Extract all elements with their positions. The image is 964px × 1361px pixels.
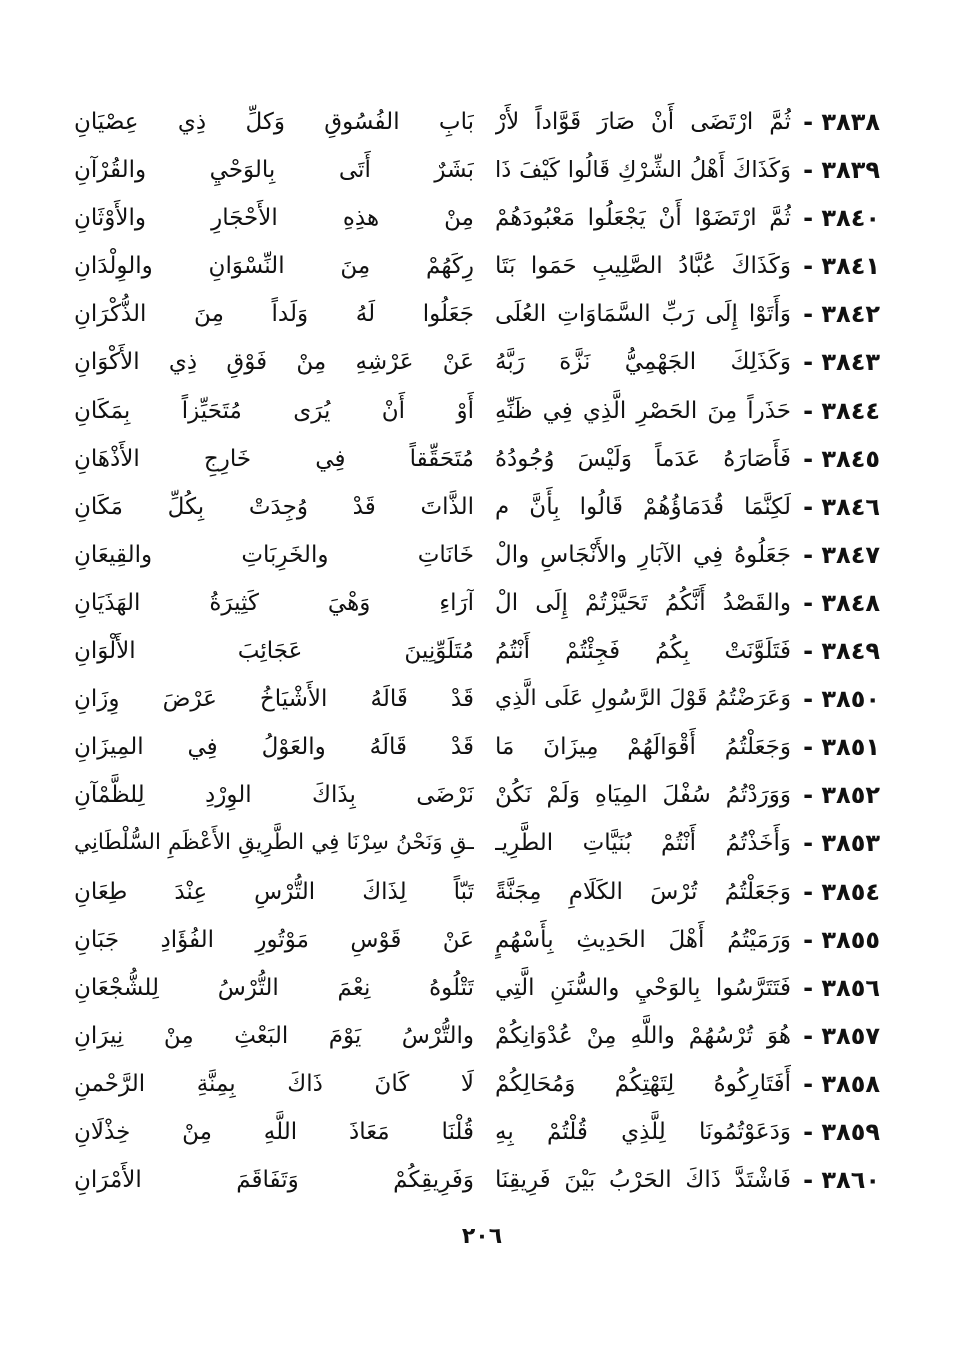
verse-row [0, 292, 964, 340]
verse-first-hemistich: وَجَعَلْتُمُ أَقْوَالَهُمْ مِيزَانَ مَا [495, 734, 791, 761]
verse-row [0, 1062, 964, 1110]
verse-row [0, 821, 964, 869]
verse-second-hemistich: والتُّرْسُ يَوْمَ البَعْثِ مِنْ نِيرَانِ [74, 1022, 474, 1049]
verse-first-hemistich: ثُمَّ ارْتَضَوْا أَنْ يَجْعَلُوا مَعْبُودَهُمْ [495, 205, 791, 232]
verse-row [0, 437, 964, 485]
verse-second-hemistich: رِكَهُمْ مِنَ النِّسْوَانِ والوِلْدَانِ [74, 253, 474, 280]
verse-first-hemistich: وَكَذَلِكَ الجَهْمِيُّ نَزَّهَ رَبَّهُ [495, 349, 791, 376]
verse-first-hemistich: هُوَ تُرْسُهُمْ واللَّهِ مِنْ عُدْوَانِكُمْ [495, 1022, 791, 1049]
verse-number: ٣٨٦٠ - [803, 1166, 880, 1195]
verse-row [0, 100, 964, 148]
verse-number: ٣٨٤٣ - [803, 348, 880, 377]
verse-number: ٣٨٥٧ - [803, 1021, 880, 1050]
verse-second-hemistich: قُلْنَا مَعَاذَ اللَّهِ مِنْ خِذْلَانِ [74, 1118, 474, 1145]
verse-first-hemistich: وَكَذَاكَ أَهْلُ الشِّرْكِ قَالُوا كَيْفَ ذَا [495, 157, 791, 184]
verse-row [0, 773, 964, 821]
verse-number: ٣٨٤١ - [803, 252, 880, 281]
verse-row [0, 244, 964, 292]
verse-number: ٣٨٥٨ - [803, 1069, 880, 1098]
verse-number: ٣٨٥٢ - [803, 781, 880, 810]
verse-row [0, 966, 964, 1014]
verse-second-hemistich: مُتَلَوِّنِينَ عَجَائِبَ الأَلْوَانِ [74, 638, 474, 665]
verse-first-hemistich: وَرَمَيْتُمُ أَهْلَ الحَدِيثِ بِأَسْهُمٍ [495, 926, 791, 953]
verse-number: ٣٨٤٢ - [803, 300, 880, 329]
verse-row [0, 148, 964, 196]
verse-second-hemistich: قَدْ قَالَهُ الأَشْيَاخُ عَرْضَ وِزَانِ [74, 686, 474, 713]
verse-row [0, 581, 964, 629]
verse-second-hemistich: ـقِ وَنَحْنُ سِرْنَا فِي الطَّرِيقِ الأَعْظَمِ السُّلْطَانِي [74, 830, 474, 856]
verse-second-hemistich: بَابِ الفُسُوقِ وَكلِّ ذِي عِصْيَانِ [74, 109, 474, 135]
verse-second-hemistich: عَنْ عَرْشِهِ مِنْ فَوْقِ ذِي الأَكْوَانِ [74, 349, 474, 376]
verse-row [0, 1158, 964, 1206]
verse-second-hemistich: خَانَاتِ والخَرِبَاتِ والقِيعَانِ [74, 541, 474, 568]
verse-second-hemistich: عَنْ قَوْسِ مَوْتُورِ الفُؤَادِ جَبَانِ [74, 926, 474, 953]
verse-number: ٣٨٤٥ - [803, 444, 880, 473]
verse-first-hemistich: فَتَلَوَّنَتْ بِكُمُ فَجِئْتُمْ أَنْتُمُ [495, 638, 791, 665]
verse-row [0, 918, 964, 966]
verse-first-hemistich: وَعَرَضْتُمُ قَوْلَ الرَّسُولِ عَلَى الَّذِي [495, 686, 791, 712]
verse-first-hemistich: فَاشْتَدَّ ذَاكَ الحَرْبُ بَيْنَ فَرِيقِنَا [495, 1167, 791, 1194]
verse-second-hemistich: لَا كَانَ ذَاكَ بِمِنَّةِ الرَّحْمنِ [74, 1070, 474, 1097]
verse-number: ٣٨٥٠ - [803, 685, 880, 714]
verse-row [0, 389, 964, 437]
verse-row [0, 196, 964, 244]
verse-second-hemistich: نَرْضَى بِذَاكَ الوِرْدِ لِلظَّمْآنِ [74, 782, 474, 809]
verse-number: ٣٨٤٩ - [803, 637, 880, 666]
verse-first-hemistich: وَأَخَذْتُمُ أَنْتُمْ بُنَيَّاتِ الطَّرِيـ [495, 830, 791, 857]
verse-first-hemistich: وَدَعَوْتُمُونَا لِلَّذِي قُلْتُمْ بِهِ [495, 1118, 791, 1145]
verse-number: ٣٨٥١ - [803, 733, 880, 762]
verse-number: ٣٨٤٠ - [803, 204, 880, 233]
verse-number: ٣٨٥٤ - [803, 877, 880, 906]
verse-second-hemistich: مُتَحَقِّقاً فِي خَارِجِ الأَذْهَانِ [74, 445, 474, 472]
verse-row [0, 677, 964, 725]
verse-second-hemistich: تَبّاً لِذَاكَ التُّرْسِ عِنْدَ طِعَانِ [74, 878, 474, 905]
verse-row [0, 629, 964, 677]
verse-second-hemistich: أَوْ أَنْ يُرَى مُتَحَيِّزاً بِمَكَانِ [74, 397, 474, 424]
verse-row [0, 870, 964, 918]
verse-number: ٣٨٥٥ - [803, 925, 880, 954]
verse-first-hemistich: فَتَتَرَّسُوا بِالوَحْيِ والسُّنَنِ الَّتِي [495, 974, 791, 1001]
verse-first-hemistich: والقَصْدُ أَنَّكُمُ تَحَيَّزْتُمْ إِلَى الْ [495, 589, 791, 616]
verse-first-hemistich: وَجَعَلْتُمُ تُرْسَ الكَلَامِ مِجَنَّةً [495, 878, 791, 905]
verse-first-hemistich: ثُمَّ ارْتَضَى أَنْ صَارَ قَوَّاداً لأَرْ [495, 109, 791, 135]
verse-number: ٣٨٤٦ - [803, 492, 880, 521]
verse-number: ٣٨٥٦ - [803, 973, 880, 1002]
verse-row [0, 1110, 964, 1158]
verse-first-hemistich: حَذَراً مِنَ الحَصْرِ الَّذِي فِي ظَنِّهِ [495, 397, 791, 424]
verse-first-hemistich: وَأَتَوْا إِلَى رَبِّ السَّمَاوَاتِ العُلَى [495, 301, 791, 328]
verse-first-hemistich: فَأَصَارَهُ عَدَماً وَلَيْسَ وُجُودُهُ [495, 445, 791, 472]
verse-row [0, 533, 964, 581]
verse-second-hemistich: بَشَرٌ أَتَى بِالوَحْيِ والقُرْآنِ [74, 157, 474, 184]
verse-number: ٣٨٥٩ - [803, 1117, 880, 1146]
verse-first-hemistich: لَكِنَّمَا قُدَمَاؤُهُمْ قَالُوا بِأَنَّ م [495, 493, 791, 520]
verse-number: ٣٨٣٩ - [803, 156, 880, 185]
verse-number: ٣٨٣٨ - [803, 108, 880, 136]
verse-list [0, 100, 964, 1206]
verse-number: ٣٨٤٤ - [803, 396, 880, 425]
verse-row [0, 725, 964, 773]
verse-number: ٣٨٤٨ - [803, 588, 880, 617]
verse-row [0, 340, 964, 388]
verse-second-hemistich: آرَاءِ وَهْيَ كَثِيرَةُ الهَذَيَانِ [74, 589, 474, 616]
verse-first-hemistich: أَفَتَارِكُوهُ لِتَهْتِكُمْ وَمُحَالِكُمْ [495, 1070, 791, 1097]
verse-second-hemistich: تَتْلُوهُ نِعْمَ التُّرْسُ لِلشُّجْعَانِ [74, 974, 474, 1001]
verse-first-hemistich: وَوَرَدْتُمُ سُفْلَ المِيَاهِ وَلَمْ نَكُنْ [495, 782, 791, 809]
verse-number: ٣٨٥٣ - [803, 829, 880, 858]
verse-first-hemistich: جَعَلُوهُ فِي الآبَارِ والأَنْجَاسِ والْ [495, 541, 791, 568]
verse-row [0, 485, 964, 533]
verse-second-hemistich: الذَّاتَ قَدْ وُجِدَتْ بِكُلِّ مَكَانِ [74, 493, 474, 520]
verse-first-hemistich: وَكَذَاكَ عُبَّادُ الصَّلِيبِ حَمَوا بَتَا [495, 253, 791, 280]
verse-second-hemistich: جَعَلُوا لَهُ وَلَداً مِنَ الذُّكْرَانِ [74, 301, 474, 328]
verse-second-hemistich: مِنْ هذِهِ الأَحْجَارِ والأَوْثَانِ [74, 205, 474, 232]
page-number: ٢٠٦ [461, 1224, 503, 1249]
verse-row [0, 1014, 964, 1062]
verse-second-hemistich: وَفَرِيقِكُمْ وَتَفَاقَمَ الأَمْرَانِ [74, 1167, 474, 1194]
verse-second-hemistich: قَدْ قَالَهُ والعَوْلُ فِي المِيزَانِ [74, 734, 474, 761]
verse-number: ٣٨٤٧ - [803, 540, 880, 569]
